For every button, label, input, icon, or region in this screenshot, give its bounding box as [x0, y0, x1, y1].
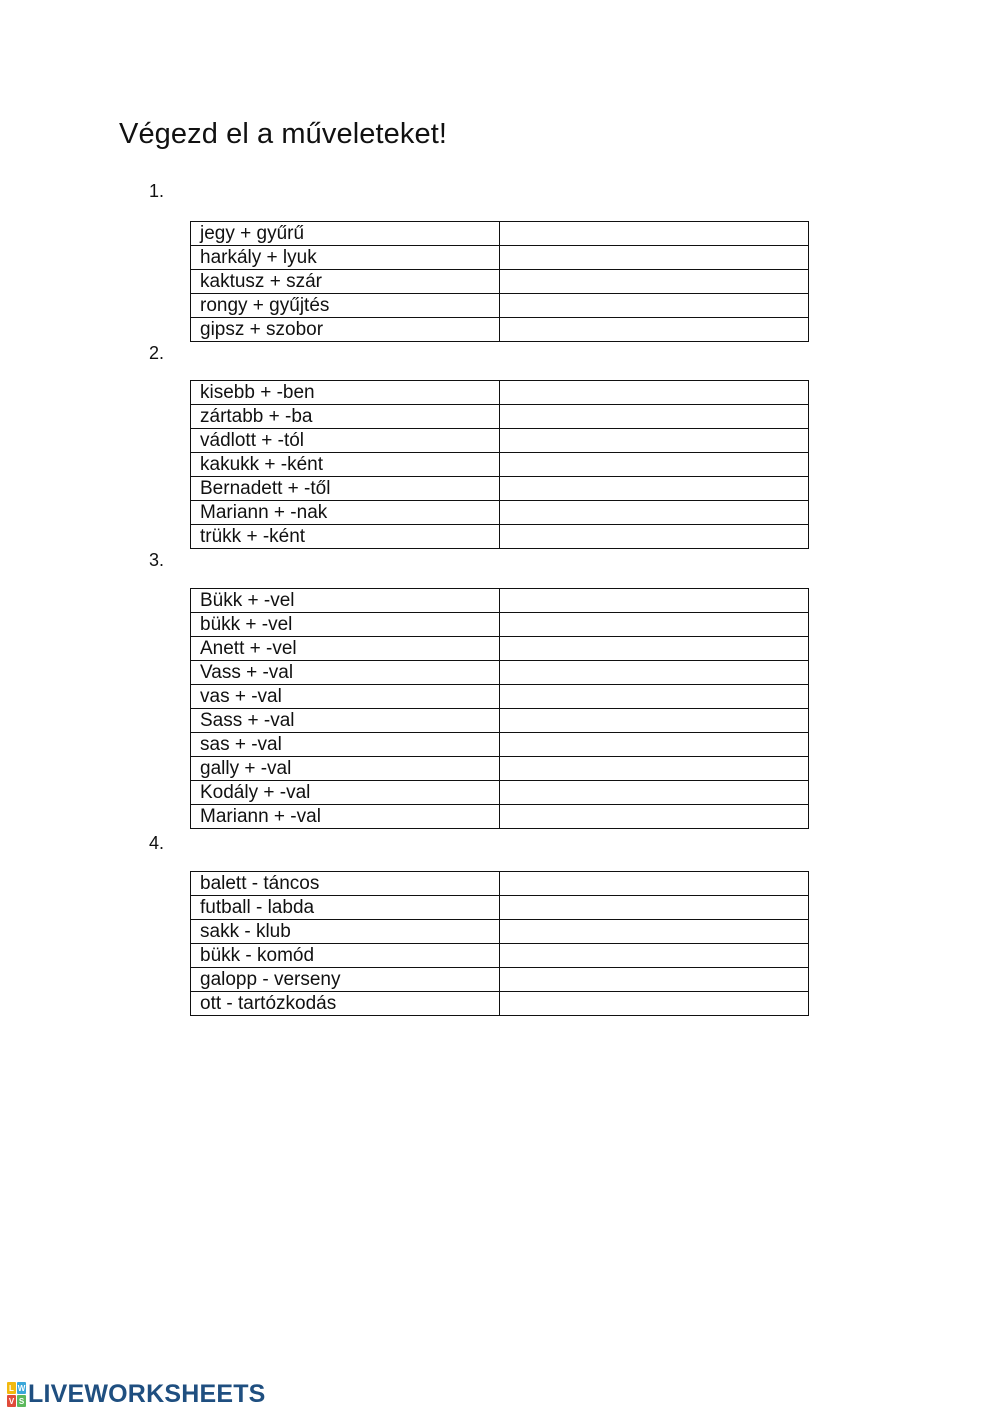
logo-tile: V	[8, 1396, 15, 1406]
exercise-prompt: sas + -val	[191, 733, 500, 757]
table-row	[191, 453, 809, 477]
exercise-prompt: sakk - klub	[191, 920, 500, 944]
answer-cell[interactable]	[500, 805, 809, 829]
table-row	[191, 637, 809, 661]
answer-cell[interactable]	[500, 222, 809, 246]
answer-input[interactable]	[500, 968, 808, 991]
exercise-table-3	[190, 588, 809, 829]
answer-cell[interactable]	[500, 429, 809, 453]
answer-cell[interactable]	[500, 944, 809, 968]
table-row	[191, 405, 809, 429]
table-row	[191, 781, 809, 805]
answer-cell[interactable]	[500, 477, 809, 501]
logo-tile: S	[18, 1396, 25, 1406]
table-row	[191, 685, 809, 709]
exercise-prompt: trükk + -ként	[191, 525, 500, 549]
answer-input[interactable]	[500, 661, 808, 684]
answer-cell[interactable]	[500, 968, 809, 992]
answer-input[interactable]	[500, 589, 808, 612]
exercise-prompt: harkály + lyuk	[191, 246, 500, 270]
table-row	[191, 318, 809, 342]
exercise-prompt: Bernadett + -től	[191, 477, 500, 501]
answer-input[interactable]	[500, 294, 808, 317]
section-number: 1.	[149, 181, 165, 201]
exercise-prompt: balett - táncos	[191, 872, 500, 896]
exercise-table-4	[190, 871, 809, 1016]
answer-input[interactable]	[500, 896, 808, 919]
exercise-prompt: Vass + -val	[191, 661, 500, 685]
answer-cell[interactable]	[500, 781, 809, 805]
answer-cell[interactable]	[500, 501, 809, 525]
answer-cell[interactable]	[500, 992, 809, 1016]
answer-cell[interactable]	[500, 294, 809, 318]
answer-input[interactable]	[500, 637, 808, 660]
table-row	[191, 477, 809, 501]
table-row	[191, 661, 809, 685]
answer-cell[interactable]	[500, 872, 809, 896]
table-row	[191, 872, 809, 896]
brand-text: LIVEWORKSHEETS	[28, 1380, 266, 1408]
answer-input[interactable]	[500, 222, 808, 245]
table-row	[191, 805, 809, 829]
section-number: 2.	[149, 343, 165, 363]
table-row	[191, 429, 809, 453]
logo-tile: L	[7, 1382, 16, 1394]
answer-cell[interactable]	[500, 613, 809, 637]
exercise-prompt: rongy + gyűjtés	[191, 294, 500, 318]
answer-input[interactable]	[500, 477, 808, 500]
answer-cell[interactable]	[500, 661, 809, 685]
answer-input[interactable]	[500, 270, 808, 293]
exercise-prompt: vádlott + -tól	[191, 429, 500, 453]
answer-cell[interactable]	[500, 685, 809, 709]
exercise-table-1	[190, 221, 809, 342]
answer-input[interactable]	[500, 709, 808, 732]
table-row	[191, 381, 809, 405]
answer-cell[interactable]	[500, 525, 809, 549]
answer-input[interactable]	[500, 992, 808, 1015]
exercise-prompt: gally + -val	[191, 757, 500, 781]
table-row	[191, 896, 809, 920]
table-row	[191, 222, 809, 246]
answer-cell[interactable]	[500, 896, 809, 920]
table-row	[191, 501, 809, 525]
exercise-prompt: kaktusz + szár	[191, 270, 500, 294]
answer-input[interactable]	[500, 246, 808, 269]
exercise-prompt: Bükk + -vel	[191, 589, 500, 613]
exercise-prompt: Kodály + -val	[191, 781, 500, 805]
answer-cell[interactable]	[500, 270, 809, 294]
logo-tile: W	[17, 1383, 26, 1393]
exercise-prompt: zártabb + -ba	[191, 405, 500, 429]
table-row	[191, 589, 809, 613]
answer-cell[interactable]	[500, 920, 809, 944]
answer-input[interactable]	[500, 944, 808, 967]
exercise-prompt: jegy + gyűrű	[191, 222, 500, 246]
table-row	[191, 968, 809, 992]
section-number: 4.	[149, 833, 165, 853]
table-row	[191, 270, 809, 294]
exercise-prompt: vas + -val	[191, 685, 500, 709]
table-row	[191, 525, 809, 549]
answer-input[interactable]	[500, 872, 808, 895]
exercise-prompt: kakukk + -ként	[191, 453, 500, 477]
brand-footer	[7, 1380, 266, 1409]
answer-input[interactable]	[500, 757, 808, 780]
answer-input[interactable]	[500, 733, 808, 756]
exercise-prompt: galopp - verseny	[191, 968, 500, 992]
table-row	[191, 246, 809, 270]
answer-cell[interactable]	[500, 757, 809, 781]
table-row	[191, 733, 809, 757]
answer-cell[interactable]	[500, 589, 809, 613]
answer-input[interactable]	[500, 613, 808, 636]
exercise-prompt: bükk - komód	[191, 944, 500, 968]
answer-input[interactable]	[500, 318, 808, 341]
answer-cell[interactable]	[500, 405, 809, 429]
answer-cell[interactable]	[500, 733, 809, 757]
answer-input[interactable]	[500, 429, 808, 452]
answer-input[interactable]	[500, 920, 808, 943]
exercise-prompt: Sass + -val	[191, 709, 500, 733]
answer-cell[interactable]	[500, 246, 809, 270]
table-row	[191, 992, 809, 1016]
table-row	[191, 613, 809, 637]
answer-input[interactable]	[500, 381, 808, 404]
answer-cell[interactable]	[500, 637, 809, 661]
liveworksheets-logo-icon	[7, 1382, 26, 1407]
exercise-prompt: bükk + -vel	[191, 613, 500, 637]
answer-cell[interactable]	[500, 381, 809, 405]
answer-input[interactable]	[500, 405, 808, 428]
exercise-prompt: Mariann + -nak	[191, 501, 500, 525]
answer-input[interactable]	[500, 805, 808, 828]
answer-input[interactable]	[500, 501, 808, 524]
exercise-table-2	[190, 380, 809, 549]
section-number: 3.	[149, 550, 165, 570]
table-row	[191, 709, 809, 733]
exercise-prompt: gipsz + szobor	[191, 318, 500, 342]
table-row	[191, 757, 809, 781]
table-row	[191, 294, 809, 318]
table-row	[191, 944, 809, 968]
page-title: Végezd el a műveleteket!	[119, 118, 448, 150]
exercise-prompt: ott - tartózkodás	[191, 992, 500, 1016]
answer-input[interactable]	[500, 685, 808, 708]
answer-input[interactable]	[500, 525, 808, 548]
answer-cell[interactable]	[500, 453, 809, 477]
answer-input[interactable]	[500, 453, 808, 476]
answer-cell[interactable]	[500, 318, 809, 342]
exercise-prompt: kisebb + -ben	[191, 381, 500, 405]
table-row	[191, 920, 809, 944]
exercise-prompt: Mariann + -val	[191, 805, 500, 829]
answer-input[interactable]	[500, 781, 808, 804]
answer-cell[interactable]	[500, 709, 809, 733]
exercise-prompt: Anett + -vel	[191, 637, 500, 661]
exercise-prompt: futball - labda	[191, 896, 500, 920]
